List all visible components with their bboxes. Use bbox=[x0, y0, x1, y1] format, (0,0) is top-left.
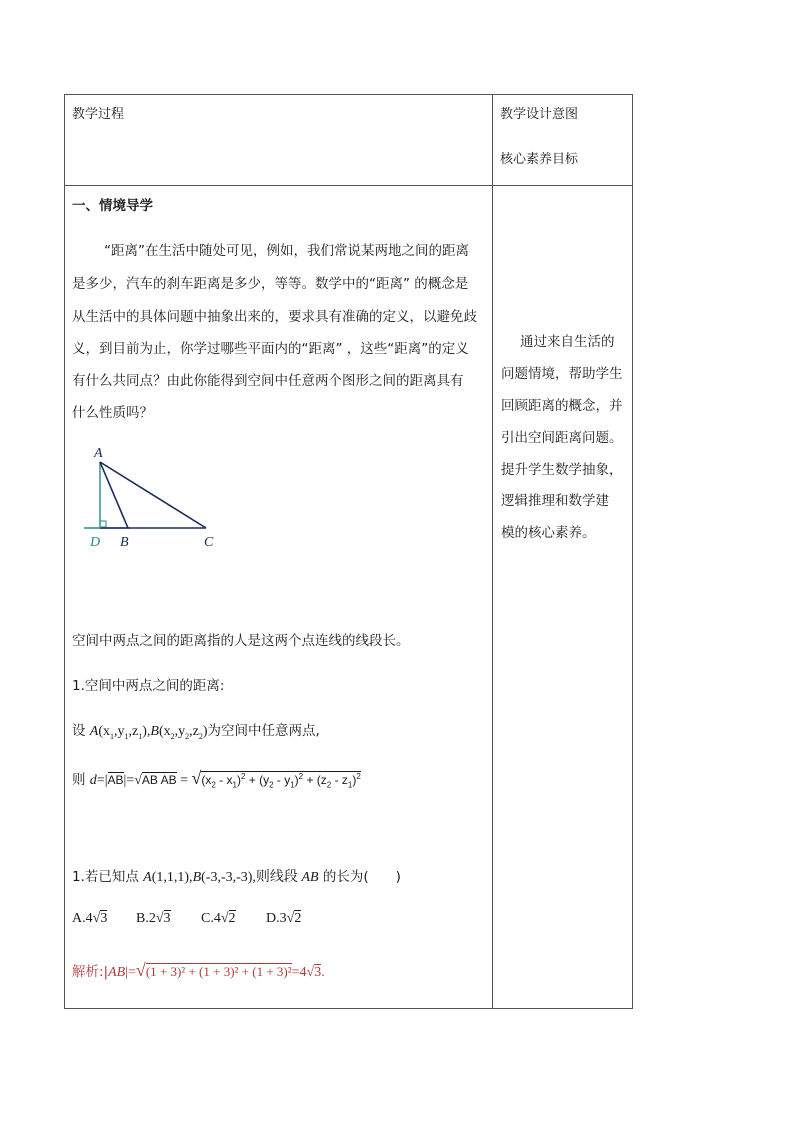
rp: 2 bbox=[269, 780, 274, 790]
option-a-radicand: 3 bbox=[100, 911, 108, 926]
table-left-border bbox=[64, 94, 65, 1009]
sqrt-sign: √ bbox=[135, 960, 146, 980]
question-text bbox=[72, 865, 401, 886]
point-b-y: ,y bbox=[174, 724, 186, 739]
option-c bbox=[201, 910, 236, 927]
rp: 2 bbox=[298, 772, 304, 781]
sub: 2 bbox=[170, 731, 175, 741]
side-ac bbox=[100, 462, 206, 528]
rp: - z bbox=[331, 773, 348, 787]
subsection-label: .空间中两点之间的距离: bbox=[80, 678, 225, 694]
points-line bbox=[72, 719, 320, 741]
rp: ) bbox=[236, 773, 241, 787]
table-bottom-border bbox=[64, 1008, 633, 1009]
analysis-line bbox=[72, 960, 325, 981]
rp: + (y bbox=[245, 773, 270, 787]
intro-line-2: 是多少，汽车的刹车距离是多少，等等。数学中的“距离” 的概念是 bbox=[72, 276, 469, 292]
side-note-line-5: 提升学生数学抽象， bbox=[501, 462, 623, 478]
option-b-label: B.2 bbox=[136, 911, 156, 926]
option-d-radicand: 2 bbox=[294, 911, 302, 926]
question-suffix: 的长为( ) bbox=[318, 869, 401, 885]
analysis-abs-close: |= bbox=[125, 965, 136, 980]
side-note-line-7: 模的核心素养。 bbox=[501, 525, 596, 541]
table-header-divider bbox=[64, 185, 633, 186]
rp: 1 bbox=[290, 780, 295, 790]
rp: 2 bbox=[356, 772, 361, 781]
vector-ab: AB bbox=[107, 773, 124, 787]
point-b-z: ,z bbox=[189, 724, 199, 739]
side-note-line-3: 回顾距离的概念，并 bbox=[501, 398, 623, 414]
sqrt-sign: √ bbox=[92, 911, 101, 926]
analysis-result-radicand: 3 bbox=[314, 965, 322, 980]
table-column-divider bbox=[492, 94, 493, 1009]
sqrt-sign: √ bbox=[306, 965, 315, 980]
sqrt-sign: √ bbox=[155, 911, 164, 926]
analysis-label: 解析:| bbox=[72, 964, 109, 980]
point-a-z: ,z bbox=[128, 724, 139, 739]
formula-eq-abs: =| bbox=[96, 773, 108, 788]
sqrt-sign: √ bbox=[134, 773, 142, 788]
intro-line-3: 从生活中的具体问题中抽象出来的，要求具有准确的定义，以避免歧 bbox=[72, 309, 477, 325]
question-segment-ab: AB bbox=[301, 870, 319, 885]
formula-eq: = bbox=[176, 773, 192, 788]
sub: 2 bbox=[198, 731, 203, 741]
sqrt-radicand-dot: AB AB bbox=[141, 773, 177, 787]
rp: (x bbox=[201, 773, 212, 787]
rp: 1 bbox=[232, 780, 237, 790]
point-a-y: ,y bbox=[114, 724, 125, 739]
point-a-close: ), bbox=[142, 724, 151, 739]
sub: 1 bbox=[110, 731, 115, 741]
side-note-line-1: 通过来自生活的 bbox=[520, 334, 615, 350]
sqrt-radicand-coords bbox=[201, 771, 360, 789]
rp: 2 bbox=[211, 780, 216, 790]
option-b-radicand: 3 bbox=[163, 911, 171, 926]
option-b bbox=[136, 910, 171, 927]
sqrt-sign-2: √ bbox=[191, 768, 202, 788]
formula-prefix: 则 bbox=[72, 772, 90, 788]
analysis-result: =4 bbox=[291, 965, 307, 980]
point-b-open: (x bbox=[158, 724, 171, 739]
section-title: 一、情境导学 bbox=[72, 198, 153, 214]
rp: + (z bbox=[303, 773, 327, 787]
intro-line-6: 什么性质吗？ bbox=[72, 405, 153, 421]
header-design-intent: 教学设计意图 bbox=[500, 107, 579, 122]
label-c: C bbox=[204, 535, 214, 550]
intro-line-4: 义，到目前为止，你学过哪些平面内的“距离” ，这些“距离”的定义 bbox=[72, 341, 469, 357]
rp: - x bbox=[215, 773, 233, 787]
points-suffix: 为空间中任意两点, bbox=[207, 723, 320, 739]
point-a-label: A bbox=[89, 724, 99, 739]
option-a bbox=[72, 910, 107, 927]
header-teaching-process: 教学过程 bbox=[72, 107, 125, 122]
distance-formula bbox=[72, 768, 361, 789]
side-note-line-2: 问题情境，帮助学生 bbox=[501, 366, 623, 382]
question-a-coords: (1,1,1), bbox=[151, 870, 193, 885]
sqrt-sign: √ bbox=[220, 911, 229, 926]
formula-d: d bbox=[89, 773, 97, 788]
formula-abs-close: |= bbox=[123, 773, 135, 788]
right-angle-mark bbox=[100, 521, 106, 527]
question-prefix: 1.若已知点 bbox=[72, 869, 144, 885]
point-a-open: (x bbox=[98, 724, 111, 739]
analysis-ab: AB bbox=[108, 965, 126, 980]
rp: ) bbox=[294, 773, 299, 787]
point-b-label: B bbox=[150, 724, 159, 739]
subsection-title bbox=[72, 674, 224, 694]
intro-line-1: “距离”在生活中随处可见，例如，我们常说某两地之间的距离 bbox=[104, 243, 469, 259]
sub: 1 bbox=[138, 731, 143, 741]
table-right-border bbox=[632, 94, 633, 1009]
side-note-line-4: 引出空间距离问题。 bbox=[501, 430, 623, 446]
rp: - y bbox=[273, 773, 291, 787]
analysis-radicand: (1 + 3)² + (1 + 3)² + (1 + 3)² bbox=[145, 964, 292, 979]
question-b-coords: (-3,-3,-3),则线段 bbox=[201, 870, 302, 885]
option-d bbox=[266, 910, 301, 927]
sqrt-sign: √ bbox=[286, 911, 295, 926]
side-ab bbox=[100, 462, 128, 528]
side-note-line-6: 逻辑推理和数学建 bbox=[501, 493, 609, 509]
rp: ) bbox=[352, 773, 357, 787]
rp: 2 bbox=[326, 780, 332, 790]
point-b-close: ) bbox=[202, 724, 208, 739]
sub: 1 bbox=[124, 731, 129, 741]
points-prefix: 设 bbox=[72, 723, 90, 739]
rp: 2 bbox=[240, 772, 246, 781]
label-b: B bbox=[120, 535, 129, 550]
analysis-period: . bbox=[321, 965, 325, 980]
option-c-label: C.4 bbox=[201, 911, 221, 926]
label-d: D bbox=[90, 535, 101, 550]
option-d-label: D.3 bbox=[266, 911, 287, 926]
table-top-border bbox=[64, 94, 633, 95]
header-core-literacy: 核心素养目标 bbox=[500, 152, 579, 167]
option-c-radicand: 2 bbox=[228, 911, 236, 926]
subsection-number: 1 bbox=[72, 678, 81, 694]
sub: 2 bbox=[185, 731, 190, 741]
definition-text: 空间中两点之间的距离指的人是这两个点连线的线段长。 bbox=[72, 633, 410, 649]
label-a: A bbox=[94, 446, 103, 461]
triangle-figure bbox=[80, 445, 240, 555]
rp: 1 bbox=[347, 780, 353, 790]
question-point-b: B bbox=[192, 870, 202, 885]
question-point-a: A bbox=[143, 870, 152, 885]
intro-line-5: 有什么共同点？由此你能得到空间中任意两个图形之间的距离具有 bbox=[72, 373, 464, 389]
option-a-label: A.4 bbox=[72, 911, 93, 926]
